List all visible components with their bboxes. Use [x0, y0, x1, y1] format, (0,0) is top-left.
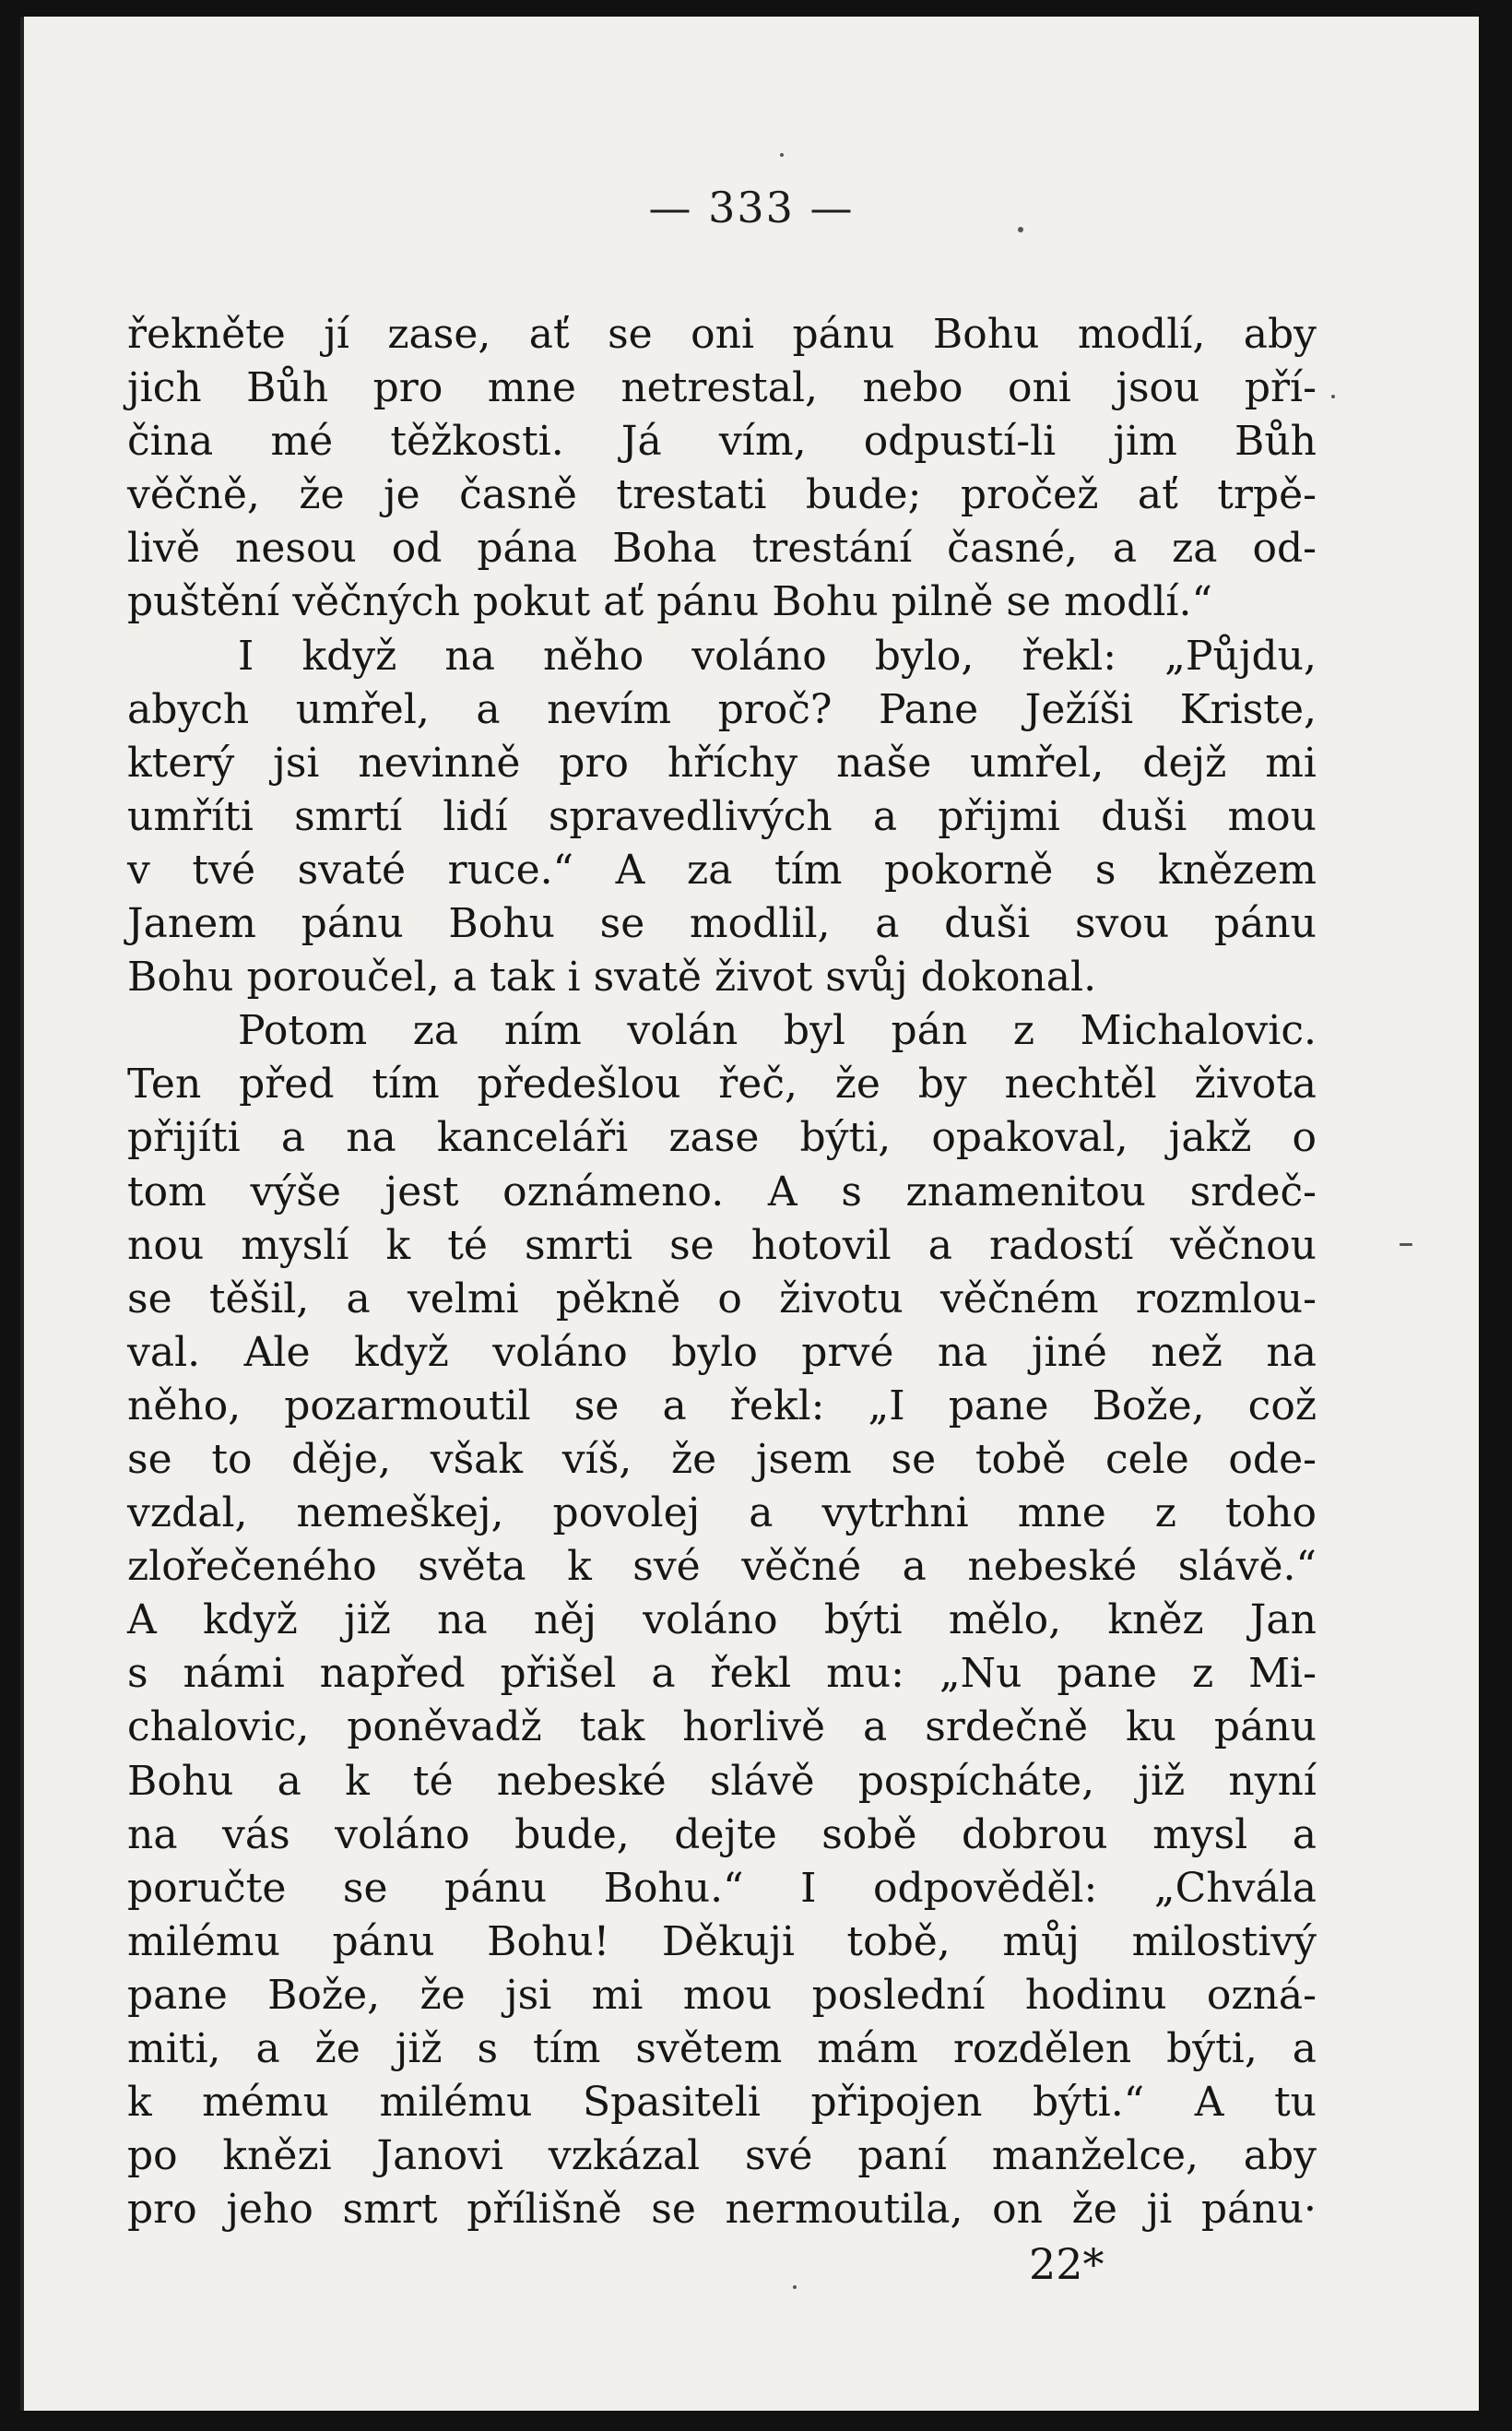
text-line: který jsi nevinně pro hříchy naše umřel, dejž mi	[127, 739, 1317, 787]
text-line: abych umřel, a nevím proč? Pane Ježíši Kriste,	[127, 685, 1317, 733]
text-line: poručte se pánu Bohu.“ I odpověděl: „Chvála	[127, 1864, 1317, 1912]
text-line: s námi napřed přišel a řekl mu: „Nu pane z Mi-	[127, 1650, 1317, 1698]
text-line: Ten před tím předešlou řeč, že by nechtěl života	[127, 1061, 1317, 1109]
text-line: tom výše jest oznámeno. A s znamenitou srdeč-	[127, 1168, 1317, 1216]
text-line: věčně, že je časně trestati bude; pročež ať trpě-	[127, 471, 1317, 519]
book-page	[20, 17, 1479, 2411]
signature-mark: 22*	[1029, 2239, 1104, 2289]
text-line: v tvé svaté ruce.“ A za tím pokorně s knězem	[127, 846, 1317, 894]
text-line: k mému milému Spasiteli připojen býti.“ A tu	[127, 2079, 1317, 2127]
text-line: jich Bůh pro mne netrestal, nebo oni jsou pří-	[127, 364, 1317, 412]
text-line: nou myslí k té smrti se hotovil a radostí věčnou	[127, 1221, 1317, 1269]
text-line: Potom za ním volán byl pán z Michalovic.	[238, 1007, 1317, 1055]
text-line: umříti smrtí lidí spravedlivých a přijmi duši mou	[127, 792, 1317, 840]
text-line: řekněte jí zase, ať se oni pánu Bohu modlí, aby	[127, 311, 1317, 358]
text-line: chalovic, poněvadž tak horlivě a srdečně ku pánu	[127, 1703, 1317, 1751]
text-line: A když již na něj voláno býti mělo, kněz Jan	[127, 1596, 1317, 1644]
text-line: na vás voláno bude, dejte sobě dobrou mysl a	[127, 1810, 1317, 1858]
text-line: Bohu poroučel, a tak i svatě život svůj dokonal.	[127, 954, 1097, 1002]
text-line: přijíti a na kanceláři zase býti, opakoval, jakž o	[127, 1114, 1317, 1162]
text-line: I když na něho voláno bylo, řekl: „Půjdu,	[238, 632, 1317, 680]
text-line: Janem pánu Bohu se modlil, a duši svou pánu	[127, 900, 1317, 948]
print-speck	[793, 2285, 797, 2289]
text-line: zlořečeného světa k své věčné a nebeské slávě.“	[127, 1543, 1317, 1591]
print-speck	[1018, 227, 1023, 232]
text-line: pane Bože, že jsi mi mou poslední hodinu ozná-	[127, 1971, 1317, 2019]
text-line: val. Ale když voláno bylo prvé na jiné než na	[127, 1328, 1317, 1376]
text-line: livě nesou od pána Boha trestání časné, a za od-	[127, 525, 1317, 573]
text-line: puštění věčných pokut ať pánu Bohu pilně se modlí.“	[127, 578, 1212, 626]
text-line: po knězi Janovi vzkázal své paní manželce, aby	[127, 2132, 1317, 2180]
body-text	[127, 308, 1317, 2236]
text-line: pro jeho smrt přílišně se nermoutila, on že ji pánu·	[127, 2186, 1317, 2234]
print-speck	[1331, 395, 1335, 398]
text-line: milému pánu Bohu! Děkuji tobě, můj milostivý	[127, 1917, 1317, 1965]
text-line: miti, a že již s tím světem mám rozdělen býti, a	[127, 2025, 1317, 2072]
text-line: čina mé těžkosti. Já vím, odpustí-li jim Bůh	[127, 418, 1317, 466]
text-line: Bohu a k té nebeské slávě pospícháte, již nyní	[127, 1757, 1317, 1805]
text-line: vzdal, nemeškej, povolej a vytrhni mne z toho	[127, 1489, 1317, 1537]
page-number: — 333 —	[648, 183, 855, 232]
text-line: něho, pozarmoutil se a řekl: „I pane Bože, což	[127, 1382, 1317, 1429]
print-speck	[780, 153, 784, 157]
text-line: se to děje, však víš, že jsem se tobě cele ode-	[127, 1435, 1317, 1483]
text-line: se těšil, a velmi pěkně o životu věčném rozmlou-	[127, 1275, 1317, 1322]
print-speck	[1400, 1243, 1412, 1246]
